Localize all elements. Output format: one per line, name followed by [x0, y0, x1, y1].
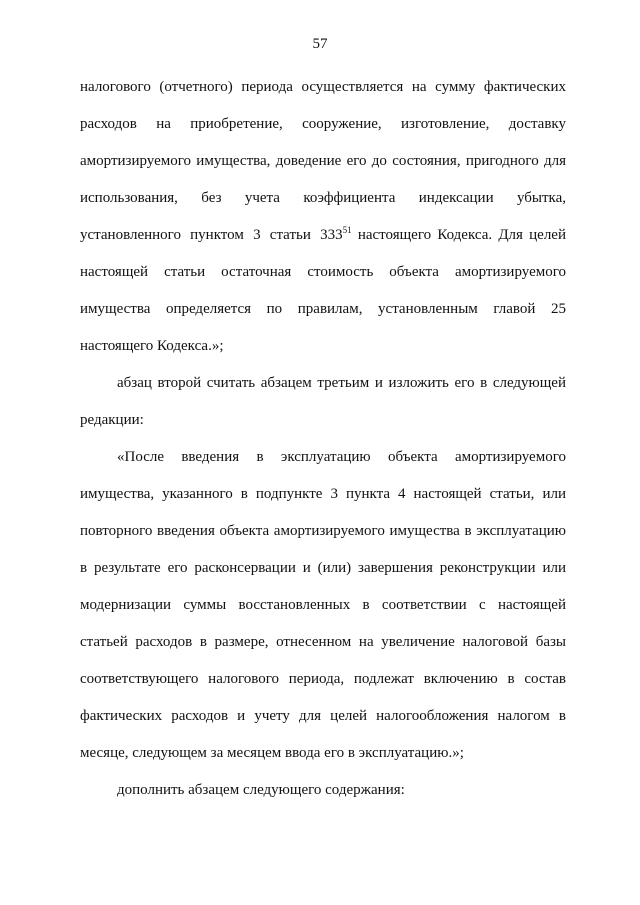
text-line: налогового (отчетного) периода осуществляется на сумму фактических — [80, 79, 566, 95]
text-fragment: настоящего Кодекса. Для целей — [357, 227, 566, 243]
text-line-with-superscript — [80, 225, 566, 245]
page-number: 57 — [312, 36, 328, 52]
superscript: 51 — [342, 225, 352, 235]
text-line: соответствующего налогового периода, подлежат включению в состав — [80, 671, 566, 687]
text-line: абзац второй считать абзацем третьим и изложить его в следующей — [117, 375, 566, 391]
text-line: фактических расходов и учету для целей налогообложения налогом в — [80, 708, 566, 724]
text-line: расходов на приобретение, сооружение, изготовление, доставку — [80, 116, 566, 132]
text-line: имущества определяется по правилам, установленным главой 25 — [80, 301, 566, 317]
text-line: имущества, указанного в подпункте 3 пункта 4 настоящей статьи, или — [80, 486, 566, 502]
text-line: настоящей статьи остаточная стоимость объекта амортизируемого — [80, 264, 566, 280]
text-line: повторного введения объекта амортизируемого имущества в эксплуатацию — [80, 523, 566, 539]
text-line: редакции: — [80, 412, 144, 428]
text-line: месяце, следующем за месяцем ввода его в эксплуатацию.»; — [80, 745, 464, 761]
text-line: «После введения в эксплуатацию объекта амортизируемого — [117, 449, 566, 465]
text-line: в результате его расконсервации и (или) завершения реконструкции или — [80, 560, 566, 576]
text-line: статьей расходов в размере, отнесенном на увеличение налоговой базы — [80, 634, 566, 650]
text-line: использования, без учета коэффициента индексации убытка, — [80, 190, 566, 206]
text-line: дополнить абзацем следующего содержания: — [117, 782, 405, 798]
text-fragment: установленного пунктом 3 статьи 333 — [80, 227, 343, 243]
text-line: модернизации суммы восстановленных в соответствии с настоящей — [80, 597, 566, 613]
text-line: настоящего Кодекса.»; — [80, 338, 224, 354]
text-line: амортизируемого имущества, доведение его до состояния, пригодного для — [80, 153, 566, 169]
